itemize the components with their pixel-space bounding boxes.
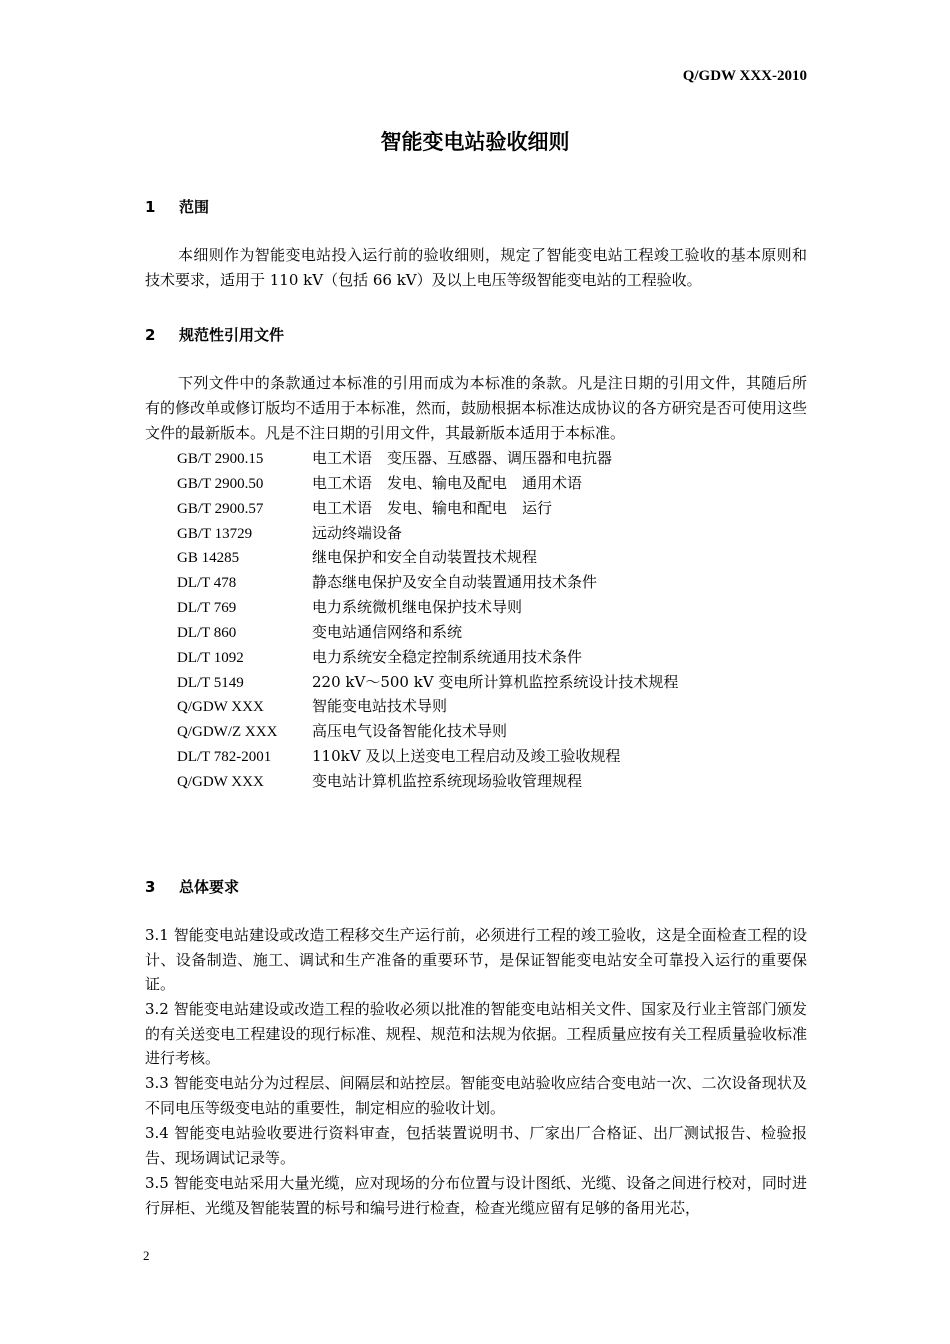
reference-list bbox=[177, 446, 678, 794]
reference-code: GB 14285 bbox=[177, 550, 240, 567]
scope-paragraph: 本细则作为智能变电站投入运行前的验收细则，规定了智能变电站工程竣工验收的基本原则和技术要求，适用于 110 kV（包括 66 kV）及以上电压等级智能变电站的工程验收。 bbox=[145, 246, 807, 289]
reference-item bbox=[177, 496, 678, 521]
document-code: Q/GDW XXX-2010 bbox=[682, 68, 807, 84]
reference-code: DL/T 860 bbox=[177, 624, 237, 641]
reference-code: DL/T 1092 bbox=[177, 649, 244, 666]
section-heading-general bbox=[145, 876, 239, 897]
reference-item bbox=[177, 471, 678, 496]
clause-3-4: 3.4 智能变电站验收要进行资料审查，包括装置说明书、厂家出厂合格证、出厂测试报告、检验报告、现场调试记录等。 bbox=[145, 1124, 807, 1167]
reference-item bbox=[177, 446, 678, 471]
section-title: 范围 bbox=[179, 198, 210, 216]
reference-item bbox=[177, 670, 678, 695]
reference-title: 远动终端设备 bbox=[312, 523, 403, 542]
reference-code: DL/T 782-2001 bbox=[177, 749, 272, 766]
reference-title: 电工术语 发电、输电和配电 运行 bbox=[312, 498, 553, 517]
reference-title: 电工术语 发电、输电及配电 通用术语 bbox=[312, 473, 583, 492]
reference-title: 高压电气设备智能化技术导则 bbox=[312, 722, 508, 741]
section-number: 3 bbox=[145, 878, 156, 896]
references-intro-paragraph: 下列文件中的条款通过本标准的引用而成为本标准的条款。凡是注日期的引用文件，其随后所有的修改单或修订版均不适用于本标准，然而，鼓励根据本标准达成协议的各方研究是否可使用这些文件的最新版本。凡是不注日期的引用文件，其最新版本适用于本标准。 bbox=[145, 374, 807, 442]
reference-item bbox=[177, 545, 678, 570]
clause-3-5: 3.5 智能变电站采用大量光缆，应对现场的分布位置与设计图纸、光缆、设备之间进行校对，同时进行屏柜、光缆及智能装置的标号和编号进行检查，检查光缆应留有足够的备用光芯， bbox=[145, 1174, 807, 1217]
page-number: 2 bbox=[143, 1248, 150, 1263]
reference-code: GB/T 13729 bbox=[177, 525, 253, 542]
reference-code: DL/T 5149 bbox=[177, 674, 244, 691]
reference-code: DL/T 478 bbox=[177, 575, 237, 592]
reference-title: 继电保护和安全自动装置技术规程 bbox=[312, 548, 538, 567]
section-number: 2 bbox=[145, 326, 156, 344]
section-heading-scope bbox=[145, 196, 209, 217]
reference-code: GB/T 2900.15 bbox=[177, 451, 264, 467]
reference-item bbox=[177, 645, 678, 670]
reference-title: 变电站计算机监控系统现场验收管理规程 bbox=[312, 771, 583, 790]
reference-title: 变电站通信网络和系统 bbox=[312, 622, 463, 641]
clause-3-1: 3.1 智能变电站建设或改造工程移交生产运行前，必须进行工程的竣工验收，这是全面检查工程的设计、设备制造、施工、调试和生产准备的重要环节，是保证智能变电站安全可靠投入运行的重要保证。 bbox=[145, 926, 807, 994]
reference-code: Q/GDW XXX bbox=[177, 699, 264, 716]
reference-title: 静态继电保护及安全自动装置通用技术条件 bbox=[312, 573, 598, 592]
reference-title: 智能变电站技术导则 bbox=[312, 697, 448, 716]
section-heading-references bbox=[145, 324, 284, 345]
reference-title: 电力系统安全稳定控制系统通用技术条件 bbox=[312, 647, 583, 666]
clause-3-2: 3.2 智能变电站建设或改造工程的验收必须以批准的智能变电站相关文件、国家及行业主管部门颁发的有关送变电工程建设的现行标准、规程、规范和法规为依据。工程质量应按有关工程质量验收标准进行考核。 bbox=[145, 1000, 807, 1068]
reference-title: 220 kV～500 kV 变电所计算机监控系统设计技术规程 bbox=[312, 672, 679, 691]
reference-title: 电力系统微机继电保护技术导则 bbox=[312, 598, 523, 617]
section-title: 规范性引用文件 bbox=[179, 326, 285, 344]
reference-item bbox=[177, 595, 678, 620]
section-number: 1 bbox=[145, 198, 156, 216]
reference-item bbox=[177, 769, 678, 794]
reference-item bbox=[177, 570, 678, 595]
reference-title: 110kV 及以上送变电工程启动及竣工验收规程 bbox=[312, 747, 621, 766]
clause-3-3: 3.3 智能变电站分为过程层、间隔层和站控层。智能变电站验收应结合变电站一次、二次设备现状及不同电压等级变电站的重要性，制定相应的验收计划。 bbox=[145, 1074, 807, 1117]
document-title: 智能变电站验收细则 bbox=[380, 130, 570, 154]
reference-item bbox=[177, 521, 678, 546]
reference-item bbox=[177, 744, 678, 769]
reference-title: 电工术语 变压器、互感器、调压器和电抗器 bbox=[312, 449, 613, 467]
reference-code: DL/T 769 bbox=[177, 600, 237, 617]
reference-code: Q/GDW/Z XXX bbox=[177, 724, 278, 741]
section-title: 总体要求 bbox=[179, 878, 240, 896]
reference-code: GB/T 2900.57 bbox=[177, 500, 264, 517]
reference-code: GB/T 2900.50 bbox=[177, 475, 264, 492]
reference-code: Q/GDW XXX bbox=[177, 773, 264, 790]
reference-item bbox=[177, 694, 678, 719]
reference-item bbox=[177, 620, 678, 645]
reference-item bbox=[177, 719, 678, 744]
